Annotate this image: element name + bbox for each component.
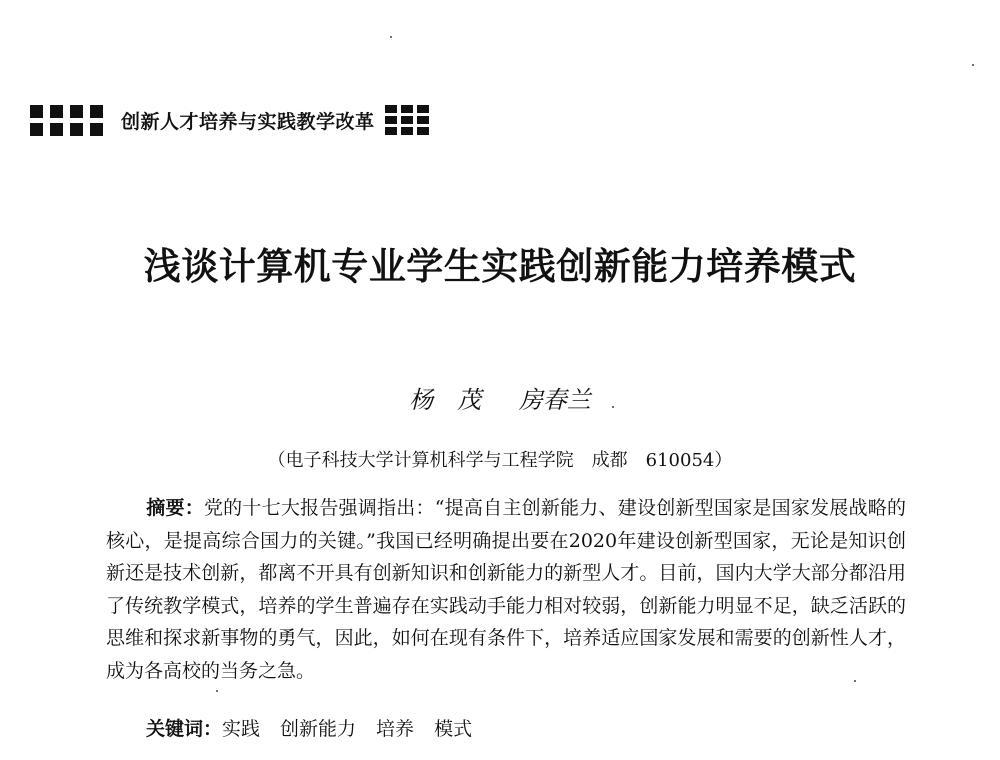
- affiliation: [0, 446, 1000, 472]
- scan-speck: [216, 690, 218, 692]
- keywords-label: 关键词：: [146, 718, 223, 740]
- scan-speck: [390, 36, 392, 38]
- paper-title: 浅谈计算机专业学生实践创新能力培养模式: [143, 245, 857, 288]
- authors: [0, 380, 1000, 415]
- keyword: 创新能力: [280, 718, 357, 740]
- section-title: 创新人才培养与实践教学改革: [121, 110, 375, 133]
- keywords: [146, 714, 472, 741]
- affiliation-close-paren: ）: [714, 450, 733, 471]
- scan-speck: [854, 680, 856, 682]
- affiliation-postcode: 610054: [645, 450, 715, 471]
- abstract-text: 党的十七大报告强调指出：“提高自主创新能力、建设创新型国家是国家发展战略的核心，是提高综合国力的关键。”我国已经明确提出要在2020年建设创新型国家，无论是知识创新还是技术创新，都离不开具有创新知识和创新能力的新型人才。目前，国内大学大部分都沿用了传统教学模式，培养的学生普遍存在实践动手能力相对较弱，创新能力明显不足，缺乏活跃的思维和探求新事物的勇气，因此，如何在现有条件下，培养适应国家发展和需要的创新性人才，成为各高校的当务之急。: [106, 497, 906, 682]
- author-name: 房春兰: [518, 386, 591, 414]
- keyword: 实践: [222, 718, 261, 740]
- scan-speck: [972, 64, 974, 66]
- author-name: 杨 茂: [409, 386, 482, 414]
- affiliation-city: 成都: [591, 450, 628, 471]
- keyword: 培养: [376, 718, 415, 740]
- keyword: 模式: [434, 718, 473, 740]
- abstract-label: 摘要：: [146, 497, 204, 519]
- decorative-blocks-right: [385, 105, 429, 135]
- affiliation-open-paren: （: [267, 450, 286, 471]
- decorative-blocks-left: [30, 105, 103, 136]
- section-header: [30, 102, 429, 138]
- affiliation-institution: 电子科技大学计算机科学与工程学院: [285, 450, 574, 471]
- scan-speck: [612, 406, 614, 408]
- abstract: [106, 492, 906, 687]
